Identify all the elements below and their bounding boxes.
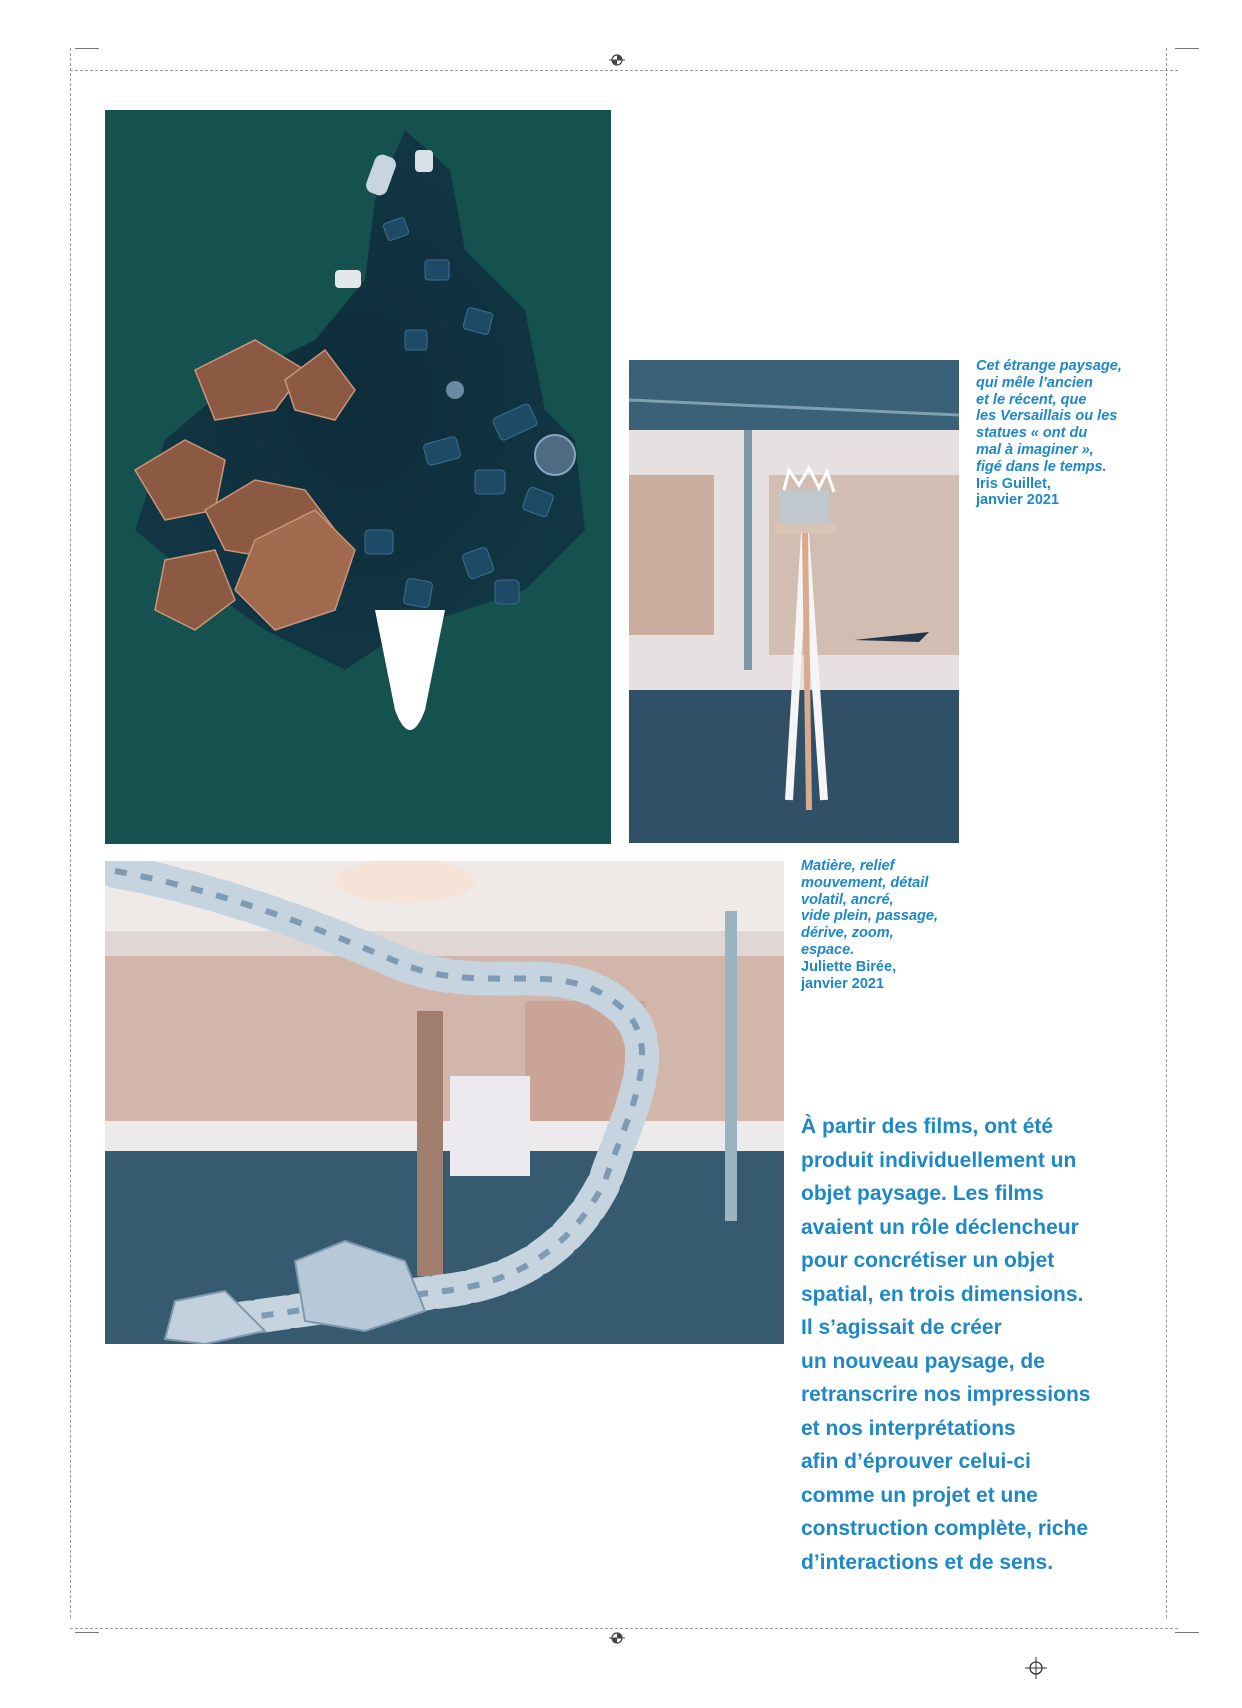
caption-1-line: les Versaillais ou les — [976, 408, 1118, 425]
caption-2-author: Juliette Birée, — [801, 958, 897, 975]
caption-1-line: mal à imaginer », — [976, 441, 1094, 458]
body-text-line: un nouveau paysage, de — [801, 1349, 1045, 1373]
body-text-line: et nos interprétations — [801, 1416, 1016, 1440]
body-text-line: spatial, en trois dimensions. — [801, 1282, 1084, 1306]
body-text-line: avaient un rôle déclencheur — [801, 1215, 1079, 1239]
registration-mark-top-icon — [609, 52, 625, 68]
body-text-line: À partir des films, ont été — [801, 1115, 1054, 1138]
tripod-image — [629, 360, 959, 843]
caption-2-line: mouvement, détail — [801, 874, 929, 891]
paper-spiral-image — [105, 861, 784, 1344]
crop-mark-br — [1175, 1632, 1199, 1633]
photo-tripod — [629, 360, 959, 843]
photo-paper-spiral — [105, 861, 784, 1344]
caption-1-line: figé dans le temps. — [976, 458, 1107, 475]
trim-line-top — [70, 70, 1178, 71]
body-text-line: construction complète, riche — [801, 1517, 1089, 1540]
caption-2-line: espace. — [801, 941, 855, 958]
trim-line-left — [70, 48, 71, 1618]
sculpture-image — [105, 110, 611, 844]
body-text-line: comme un projet et une — [801, 1483, 1038, 1507]
caption-1-line: et le récent, que — [976, 391, 1087, 408]
crop-mark-bl — [75, 1632, 99, 1633]
caption-photo-paper-spiral — [801, 858, 991, 992]
registration-mark-bottom-icon — [609, 1630, 625, 1646]
body-text-line: objet paysage. Les films — [801, 1182, 1044, 1205]
caption-1-line: Cet étrange paysage, — [976, 358, 1122, 374]
caption-1-line: qui mêle l’ancien — [976, 374, 1093, 391]
caption-2-date: janvier 2021 — [801, 975, 885, 992]
caption-photo-tripod — [976, 358, 1166, 509]
body-text — [801, 1110, 1141, 1579]
body-text-line: pour concrétiser un objet — [801, 1249, 1055, 1272]
caption-1-date: janvier 2021 — [976, 492, 1060, 509]
crop-mark-tl — [75, 48, 99, 49]
body-text-line: Il s’agissait de créer — [801, 1316, 1002, 1339]
trim-line-bottom — [70, 1628, 1178, 1629]
body-text-line: produit individuellement un — [801, 1148, 1077, 1172]
caption-2-line: volatil, ancré, — [801, 891, 894, 908]
caption-2-line: vide plein, passage, — [801, 908, 938, 925]
body-text-line: afin d’éprouver celui-ci — [801, 1450, 1031, 1473]
caption-2-line: Matière, relief — [801, 858, 895, 874]
crop-mark-tr — [1175, 48, 1199, 49]
caption-1-author: Iris Guillet, — [976, 475, 1051, 492]
registration-crosshair-icon — [1025, 1657, 1047, 1679]
photo-sculpture — [105, 110, 611, 844]
caption-1-line: statues « ont du — [976, 425, 1088, 442]
body-text-line: d’interactions et de sens. — [801, 1550, 1054, 1574]
caption-2-line: dérive, zoom, — [801, 925, 894, 942]
body-text-line: retranscrire nos impressions — [801, 1383, 1091, 1406]
trim-line-right — [1166, 48, 1167, 1618]
